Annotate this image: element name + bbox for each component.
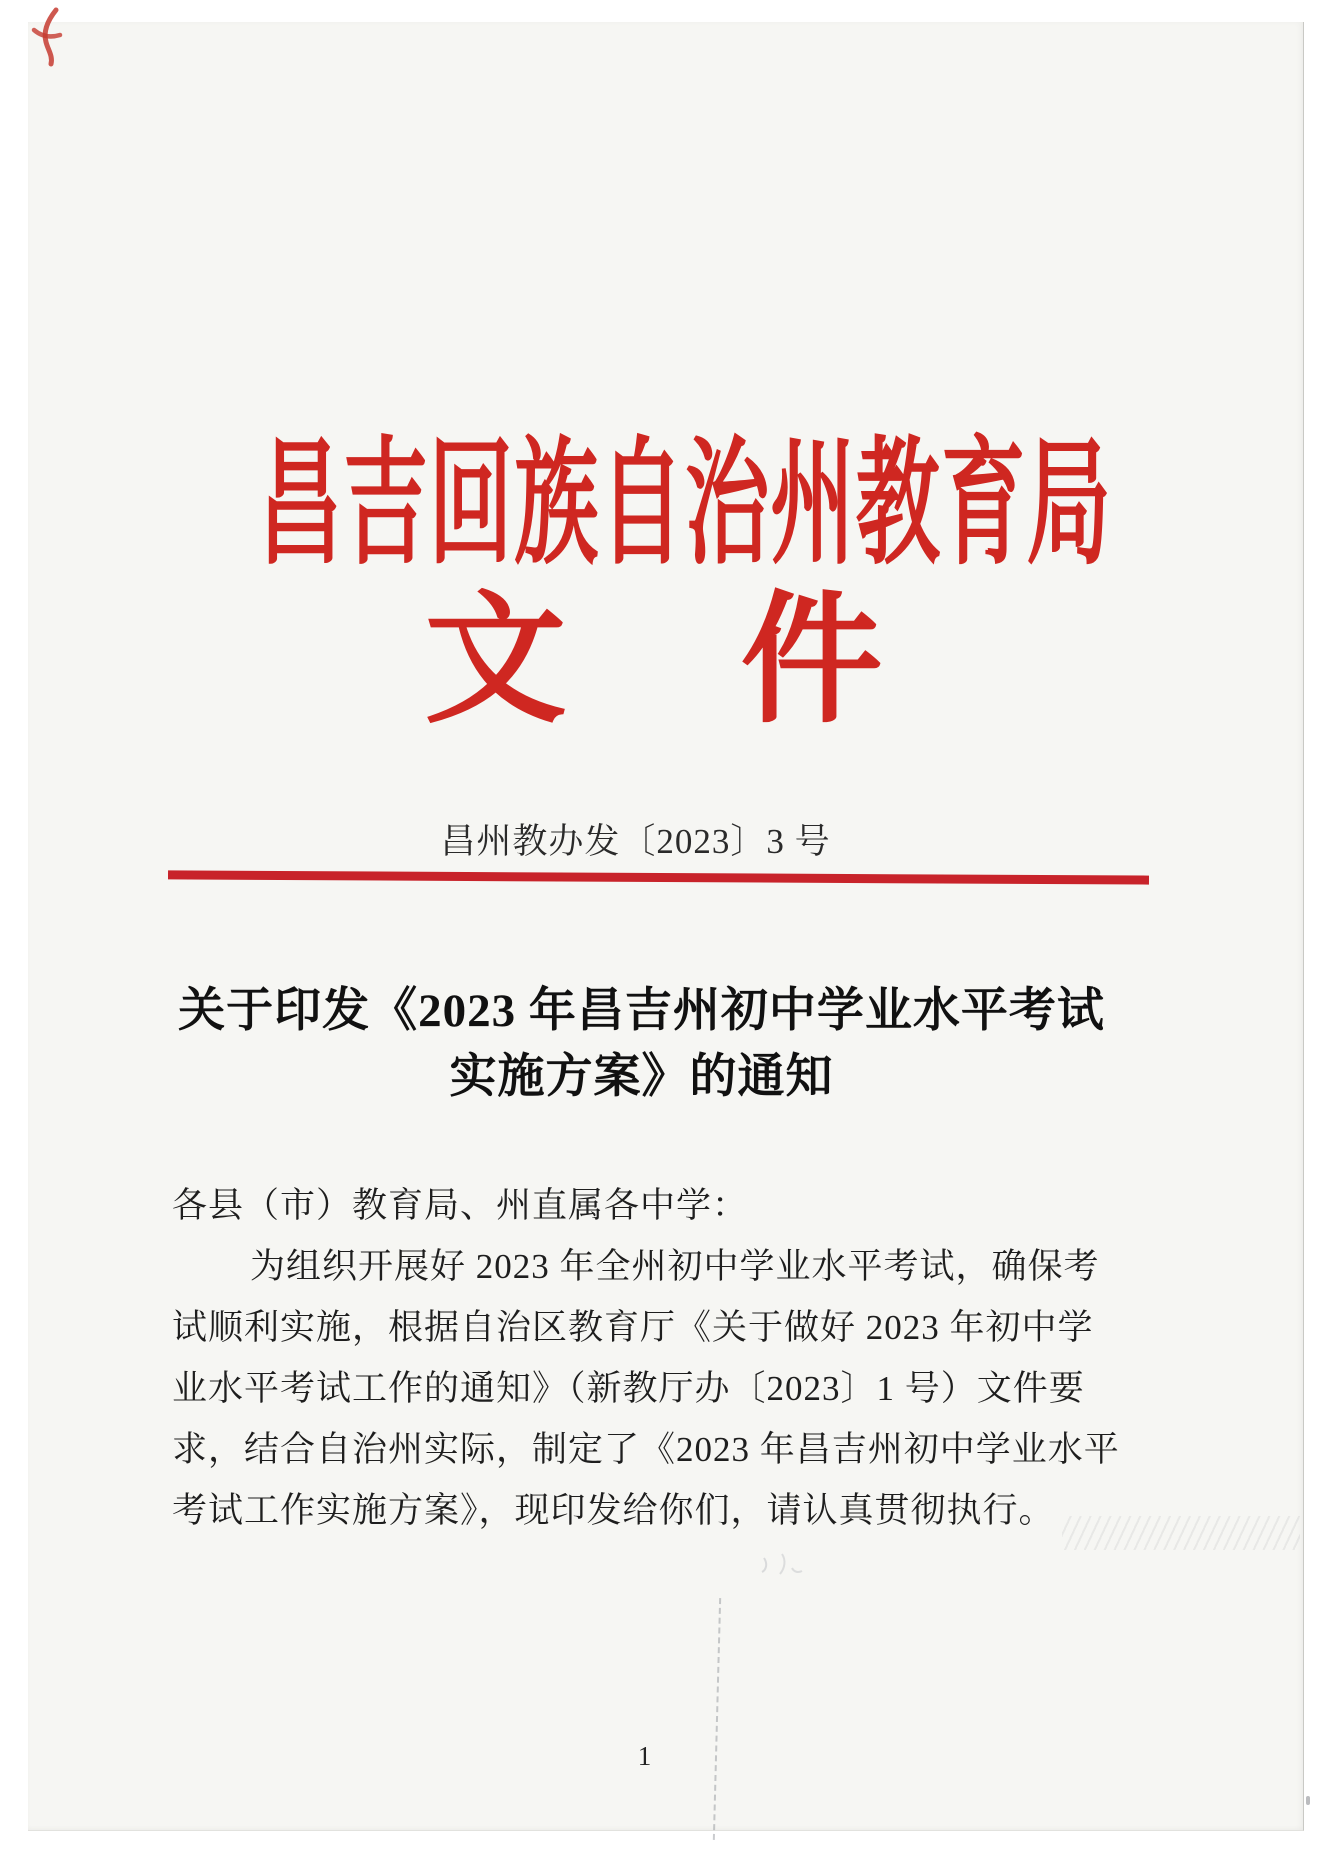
pencil-hatch-smudge: [1062, 1516, 1300, 1550]
salutation: 各县（市）教育局、州直属各中学：: [172, 1186, 749, 1225]
pencil-smudge: [758, 1548, 818, 1582]
page-number: 1: [637, 1741, 652, 1771]
doc-type: [0, 582, 1315, 740]
scan-speck: [1306, 1796, 1310, 1805]
doc-type-char-jian: 件: [740, 582, 883, 740]
notice-title-line2: 实施方案》的通知: [449, 1051, 834, 1103]
body-line: 考试工作实施方案》，现印发给你们，请认真贯彻执行。: [172, 1491, 1055, 1530]
agency-name: 昌吉回族自治州教育局: [257, 428, 1112, 581]
document-number: 昌州教办发〔2023〕3 号: [440, 822, 831, 861]
doc-type-char-wen: 文: [424, 582, 567, 740]
body-line: 试顺利实施，根据自治区教育厅《关于做好 2023 年初中学: [172, 1308, 1094, 1347]
body-line: 求，结合自治州实际，制定了《2023 年昌吉州初中学业水平: [172, 1430, 1120, 1469]
notice-body: [172, 1175, 1132, 1541]
notice-title-line1: 关于印发《2023 年昌吉州初中学业水平考试: [178, 985, 1105, 1037]
notice-title: [0, 978, 1303, 1110]
red-pen-scribble: [20, 4, 72, 70]
body-line: 业水平考试工作的通知》（新教厅办〔2023〕1 号）文件要: [172, 1369, 1085, 1408]
body-line: 为组织开展好 2023 年全州初中学业水平考试，确保考: [250, 1247, 1100, 1286]
paper-sheet: [28, 22, 1304, 1831]
